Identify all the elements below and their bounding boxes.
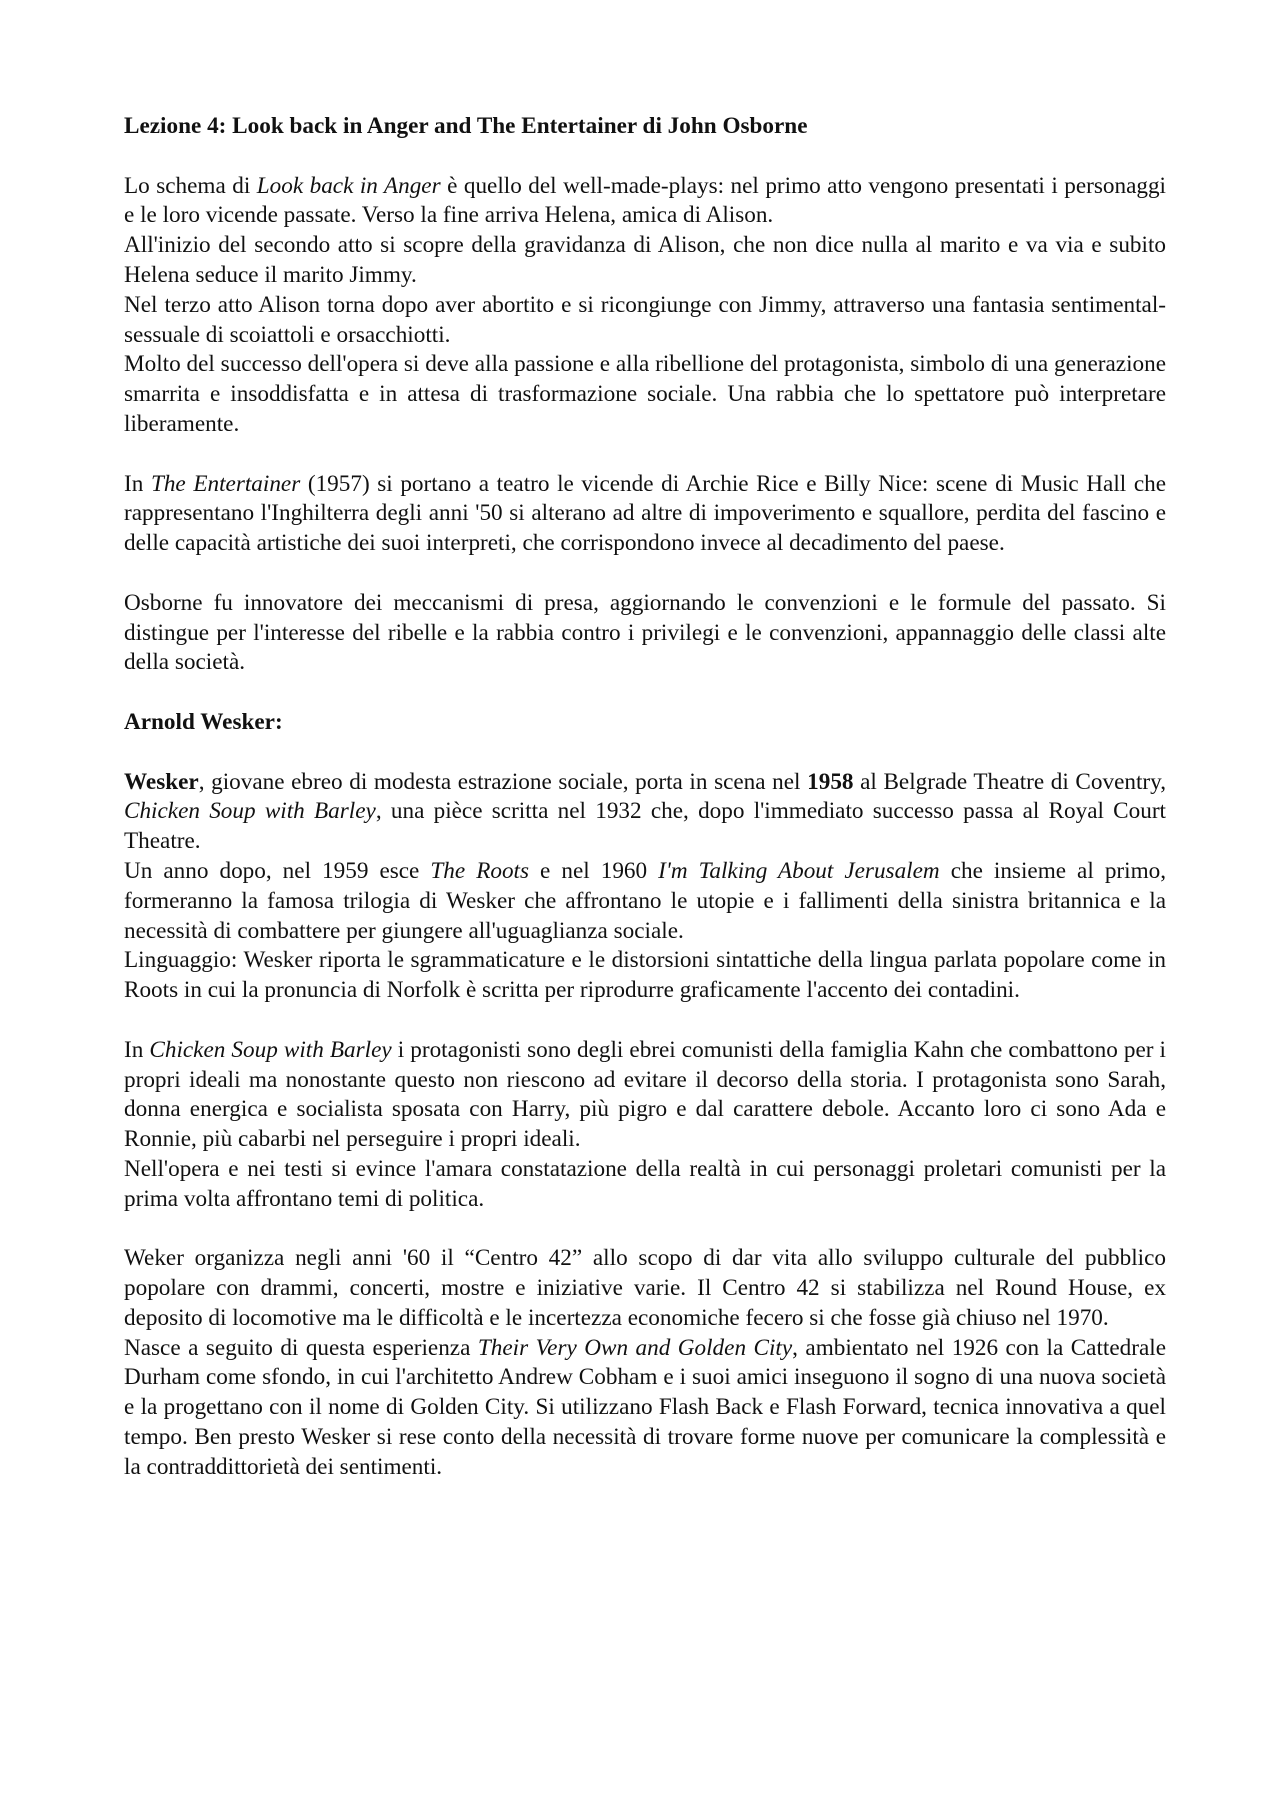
work-title: Chicken Soup with Barley: [149, 1036, 392, 1063]
paragraph-centro-42: Weker organizza negli anni '60 il “Centro 42” allo scopo di dar vita allo sviluppo culturale del pubblico popolare con drammi, concerti, mostre e iniziative varie. Il Centro 42 si stabilizza nel Round House, ex deposito di locomotive ma le difficoltà e le incertezza economiche fecero si che fosse già chiuso nel 1970.: [124, 1245, 1166, 1331]
text: In: [124, 470, 151, 497]
paragraph-gap: [124, 738, 1166, 768]
work-title: I'm Talking About Jerusalem: [658, 857, 940, 884]
paragraph-trilogy: [124, 857, 1166, 946]
document-page: [124, 112, 1166, 1483]
paragraph-proletarian-politics: Nell'opera e nei testi si evince l'amara constatazione della realtà in cui personaggi proletari comunisti per la prima volta affrontano temi di politica.: [124, 1155, 1166, 1212]
lesson-title: Lezione 4: Look back in Anger and The Entertainer di John Osborne: [124, 113, 808, 139]
text: (1957) si portano a teatro le vicende di Archie Rice e Billy Nice: scene di Music Hall che rappresentano l'Inghilterra degli anni '50 si alterano ad altre di impoverimento e squallore, perdita del fascino e delle capacità artistiche dei suoi interpreti, che corrispondono invece al decadimento del paese.: [124, 470, 1167, 557]
paragraph-gap: [124, 559, 1166, 589]
text: In: [124, 1036, 150, 1063]
text: al Belgrade Theatre di Coventry,: [853, 768, 1166, 795]
paragraph-entertainer: [124, 470, 1166, 559]
bold-text: 1958: [807, 768, 854, 795]
work-title: Their Very Own and Golden City: [477, 1334, 793, 1361]
text: i protagonisti sono degli ebrei comunisti della famiglia Kahn che combattono per i propri ideali ma nonostante questo non riescono ad evitare il decorso della storia. I protagonista sono Sarah, donna energica e socialista sposata con Harry, più pigro e dal carattere debole. Accanto loro ci sono Ada e Ronnie, più cabarbi nel perseguire i propri ideali.: [124, 1036, 1166, 1153]
paragraph-success: Molto del successo dell'opera si deve alla passione e alla ribellione del protagonista, simbolo di una generazione smarrita e insoddisfatta e in attesa di trasformazione sociale. Una rabbia che lo spettatore può interpretare liberamente.: [124, 351, 1166, 437]
section-heading-wesker: Arnold Wesker:: [124, 708, 283, 735]
text: che insieme al primo, formeranno la famosa trilogia di Wesker che affrontano le utopie e i fallimenti della sinistra britannica e la necessità di combattere per giungere all'uguaglianza sociale.: [124, 857, 1166, 944]
paragraph-gap: [124, 1214, 1166, 1244]
paragraph-look-back-schema: [124, 172, 1166, 232]
text: , una pièce scritta nel 1932 che, dopo l'immediato successo passa al Royal Court Theatre.: [124, 798, 1166, 855]
text: Lo schema di: [124, 172, 257, 199]
paragraph-wesker-intro: [124, 768, 1166, 857]
paragraph-golden-city: [124, 1334, 1166, 1483]
text: , giovane ebreo di modesta estrazione sociale, porta in scena nel: [198, 768, 808, 795]
paragraph-osborne-innovator: Osborne fu innovatore dei meccanismi di presa, aggiornando le convenzioni e le formule del passato. Si distingue per l'interesse del ribelle e la rabbia contro i privilegi e le convenzioni, appannaggio delle classi alte della società.: [124, 589, 1166, 676]
paragraph-gap: [124, 440, 1166, 470]
text: è quello del well-made-plays: nel primo atto vengono presentati i personaggi e le loro vicende passate. Verso la fine arriva Helena, amica di Alison.: [124, 172, 1167, 229]
paragraph-second-act: All'inizio del secondo atto si scopre della gravidanza di Alison, che non dice nulla al marito e va via e subito Helena seduce il marito Jimmy.: [124, 232, 1166, 288]
paragraph-gap: [124, 1006, 1166, 1036]
paragraph-gap: [124, 678, 1166, 708]
text: e nel 1960: [529, 857, 659, 884]
work-title: Look back in Anger: [256, 172, 441, 199]
paragraph-gap: [124, 142, 1166, 172]
bold-text: Wesker: [124, 768, 199, 795]
text: , ambientato nel 1926 con la Cattedrale Durham come sfondo, in cui l'architetto Andrew Cobham e i suoi amici inseguono il sogno di una nuova società e la progettano con il nome di Golden City. Si utilizzano Flash Back e Flash Forward, tecnica innovativa a quel tempo. Ben presto Wesker si rese conto della necessità di trovare forme nuove per comunicare la complessità e la contraddittorietà dei sentimenti.: [124, 1334, 1166, 1480]
text: Un anno dopo, nel 1959 esce: [124, 857, 431, 884]
text: Nasce a seguito di questa esperienza: [124, 1334, 478, 1361]
paragraph-third-act: Nel terzo atto Alison torna dopo aver abortito e si ricongiunge con Jimmy, attraverso una fantasia sentimental-sessuale di scoiattoli e orsacchiotti.: [124, 291, 1166, 348]
work-title: The Roots: [430, 857, 530, 884]
work-title: Chicken Soup with Barley: [124, 798, 376, 825]
paragraph-language: Linguaggio: Wesker riporta le sgrammaticature e le distorsioni sintattiche della lingua parlata popolare come in Roots in cui la pronuncia di Norfolk è scritta per riprodurre graficamente l'accento dei contadini.: [124, 947, 1166, 1004]
work-title: The Entertainer: [150, 470, 301, 497]
paragraph-chicken-soup: [124, 1036, 1166, 1155]
